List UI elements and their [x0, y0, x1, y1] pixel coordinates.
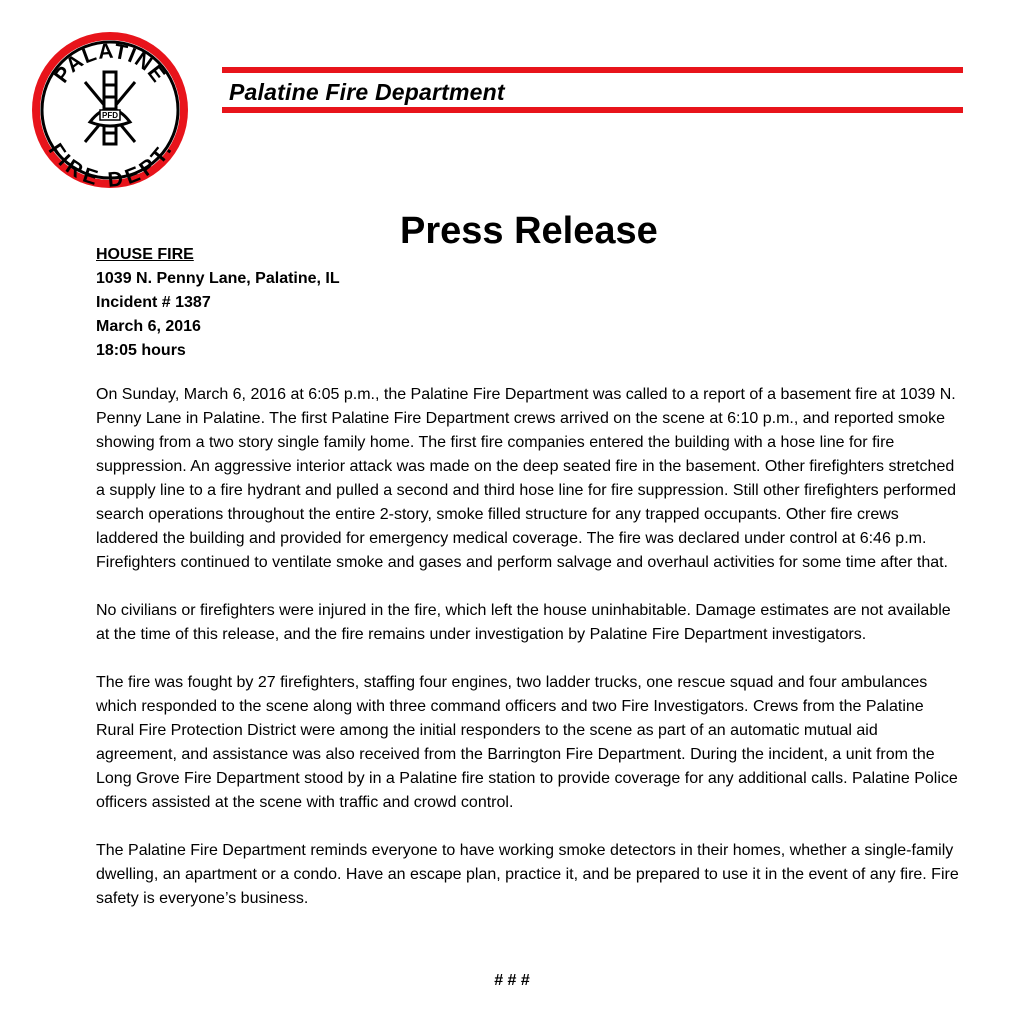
fire-dept-logo: [30, 30, 190, 190]
department-name: Palatine Fire Department: [229, 79, 505, 105]
logo-top-text: PALATINE: [49, 39, 171, 88]
incident-address: 1039 N. Penny Lane, Palatine, IL: [96, 270, 340, 287]
header-rule-bottom: [222, 107, 963, 113]
paragraph-injuries: No civilians or firefighters were injured in the fire, which left the house uninhabitable. Damage estimates are not available at the time of this release, and the fire remains under investigation by Palatine Fire Department investigators.: [96, 602, 951, 643]
logo-bottom-text: FIRE DEPT.: [43, 139, 177, 190]
helmet-label: PFD: [102, 111, 118, 120]
incident-number: Incident # 1387: [96, 294, 211, 311]
release-body: [96, 383, 962, 935]
paragraph-summary: On Sunday, March 6, 2016 at 6:05 p.m., the Palatine Fire Department was called to a report of a basement fire at 1039 N. Penny Lane in Palatine. The first Palatine Fire Department crews arrived on the scene at 6:10 p.m., and reported smoke showing from a two story single family home. The first fire companies entered the building with a hose line for fire suppression. An aggressive interior attack was made on the deep seated fire in the basement. Other firefighters stretched a supply line to a fire hydrant and pulled a second and third hose line for fire suppression. Still other firefighters performed search operations throughout the entire 2-story, smoke filled structure for any trapped occupants. Other fire crews laddered the building and provided for emergency medical coverage. The fire was declared under control at 6:46 p.m. Firefighters continued to ventilate smoke and gases and perform salvage and overhaul activities for some time after that.: [96, 386, 957, 571]
paragraph-resources: The fire was fought by 27 firefighters, staffing four engines, two ladder trucks, one rescue squad and four ambulances which responded to the scene along with three command officers and two Fire Investigators. Crews from the Palatine Rural Fire Protection District were among the initial responders to the scene as part of an automatic mutual aid agreement, and assistance was also received from the Barrington Fire Department. During the incident, a unit from the Long Grove Fire Department stood by in a Palatine fire station to provide coverage for any additional calls. Palatine Police officers assisted at the scene with traffic and crowd control.: [96, 674, 958, 811]
page-title: Press Release: [400, 210, 658, 252]
header-rule-top: [222, 67, 963, 73]
incident-type: HOUSE FIRE: [96, 246, 194, 263]
incident-date: March 6, 2016: [96, 318, 201, 335]
paragraph-safety: The Palatine Fire Department reminds everyone to have working smoke detectors in their homes, whether a single-family dwelling, an apartment or a condo. Have an escape plan, practice it, and be prepared to use it in the event of any fire. Fire safety is everyone’s business.: [96, 842, 959, 907]
end-marker: # # #: [494, 972, 530, 989]
incident-details: [96, 243, 340, 363]
incident-time: 18:05 hours: [96, 342, 186, 359]
badge-icon: [30, 30, 190, 190]
